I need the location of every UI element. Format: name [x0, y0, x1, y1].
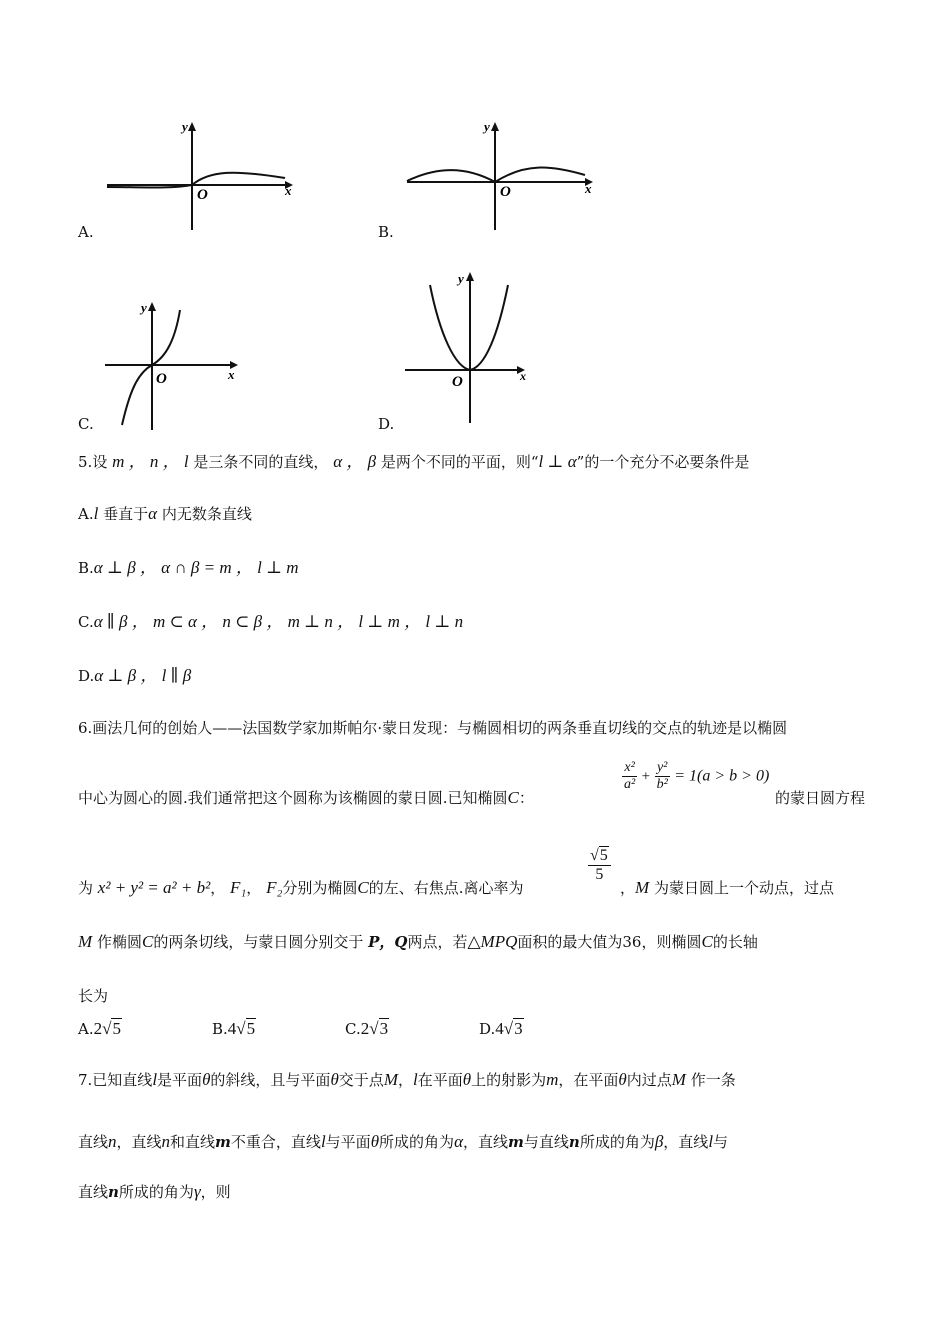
q6-line5: 长为 — [78, 987, 109, 1005]
q7-l1-h: ，在平面 — [558, 1071, 619, 1089]
q7-l3-gamma: γ — [193, 1182, 201, 1201]
q5-stem-mid: 是三条不同的直线， — [193, 453, 329, 471]
q6-line4-c2: C — [701, 932, 713, 951]
q6-option-b-label: B. — [212, 1020, 228, 1038]
q6-line3-sep: ， — [210, 879, 226, 897]
q7-l1-j: 作一条 — [690, 1071, 736, 1089]
q6-line3-f2: F₂ — [266, 878, 283, 897]
q7-l1-f: 在平面 — [417, 1071, 463, 1089]
q6-option-a-label: A. — [78, 1020, 94, 1038]
q6-eq-y: y² — [655, 760, 670, 777]
q7-l2-l2: l — [708, 1132, 714, 1151]
q6-ecc-den: 5 — [595, 866, 604, 883]
q6-eq-b: b² — [656, 777, 668, 792]
q6-line4-text2: 的两条切线，与蒙日圆分别交于 — [153, 933, 364, 951]
graph-c — [100, 295, 260, 435]
q5-planes: α ， β — [333, 452, 377, 471]
q7-l2-g: ，直线 — [463, 1133, 509, 1151]
q7-line2 — [78, 1132, 728, 1152]
q7-l1-m2: M — [671, 1070, 686, 1089]
q7-l2-l: l — [320, 1132, 326, 1151]
q6-option-c-coef: 2 — [360, 1019, 370, 1038]
q7-l2-alpha: α — [454, 1132, 463, 1151]
q6-line3-text4: 为蒙日圆上一个动点，过点 — [653, 879, 834, 897]
q5-option-a-var2: α — [148, 504, 158, 523]
q6-line3-text3: ， — [620, 879, 636, 897]
q7-l1-e: ， — [397, 1071, 413, 1089]
q7-l1-d: 交于点 — [338, 1071, 384, 1089]
q6-line3-eq: x² + y² = a² + b² — [97, 878, 211, 897]
q6-line4-text3: 两点，若 — [407, 933, 468, 951]
q6-option-d[interactable] — [479, 1018, 524, 1039]
q5-stem — [78, 452, 749, 472]
q6-eq-plus: + — [641, 768, 651, 785]
q7-l2-n: n — [108, 1132, 117, 1151]
q5-option-b[interactable] — [78, 558, 299, 578]
q5-option-c-label: C. — [78, 613, 94, 631]
q7-line1 — [78, 1070, 736, 1090]
q5-vars: m ， n ， l — [112, 452, 189, 471]
q7-l2-i: 所成的角为 — [579, 1133, 655, 1151]
q7-l2-n2: n — [161, 1132, 171, 1151]
q6-option-d-sqrt-icon: √ — [503, 1019, 514, 1038]
q7-l2-h: 与直线 — [523, 1133, 569, 1151]
graph-b-y-label: y — [484, 119, 490, 134]
graph-d-y-label: y — [458, 271, 464, 286]
graph-a-x-label: x — [285, 183, 292, 198]
q6-line3-pre: 为 — [78, 879, 94, 897]
q5-stem-prefix: 设 — [92, 453, 108, 471]
q7-l1-c: 的斜线，且与平面 — [210, 1071, 331, 1089]
q6-line2-text — [78, 788, 534, 808]
q5-option-d[interactable] — [78, 666, 191, 686]
graph-d-label: D. — [378, 415, 395, 433]
graph-d-x-label: x — [520, 369, 526, 383]
q6-ecc — [588, 846, 611, 884]
graph-a-origin: O — [197, 187, 208, 203]
q7-l3-n: n — [108, 1183, 119, 1201]
q5-option-a-label: A. — [78, 505, 94, 523]
q7-l3-a: 直线 — [78, 1183, 109, 1201]
q6-line3 — [78, 878, 524, 898]
q5-option-b-expr: α ⊥ β ， α ∩ β = m ， l ⊥ m — [93, 558, 299, 577]
graph-d-y-arrow — [466, 272, 474, 281]
q6-line4 — [78, 932, 758, 952]
q6-eq-rhs: = 1(a > b > 0) — [674, 767, 770, 785]
q6-line4-pq: P，Q — [368, 933, 408, 951]
q7-l1-theta4: θ — [618, 1070, 627, 1089]
q5-option-a-text1: 垂直于 — [103, 505, 149, 523]
q6-line3-c: C — [357, 878, 369, 897]
q7-l1-theta3: θ — [462, 1070, 472, 1089]
q6-line4-m: M — [78, 932, 93, 951]
q6-ellipse-equation — [622, 760, 769, 793]
q7-l3-b: 所成的角为 — [118, 1183, 194, 1201]
q7-l1-g: 上的射影为 — [471, 1071, 547, 1089]
q6-option-a-coef: 2 — [93, 1019, 103, 1038]
graph-c-origin: O — [156, 371, 167, 387]
q6-line3-f1: F₁ — [230, 878, 247, 897]
q6-option-d-coef: 4 — [495, 1019, 504, 1038]
q6-option-c-label: C. — [345, 1020, 361, 1038]
graph-d-origin: O — [452, 374, 463, 390]
q7-l2-d: 不重合，直线 — [230, 1133, 321, 1151]
q6-option-d-label: D. — [479, 1020, 496, 1038]
graph-b — [400, 115, 600, 235]
q7-l2-j: ，直线 — [663, 1133, 709, 1151]
q6-eq-frac-y — [655, 760, 670, 793]
q5-option-d-expr: α ⊥ β ， l ∥ β — [94, 666, 192, 685]
q7-l2-e: 与平面 — [325, 1133, 371, 1151]
q5-option-d-label: D. — [78, 667, 95, 685]
q5-option-a-text2: 内无数条直线 — [161, 505, 252, 523]
graph-c-x-label: x — [228, 367, 235, 382]
q7-l1-a: 7.已知直线 — [78, 1071, 153, 1089]
graph-c-y-label: y — [141, 300, 147, 315]
q7-l2-m2: m — [508, 1133, 524, 1151]
q6-option-a-sqrt-icon: √ — [102, 1019, 112, 1038]
q5-stem-mid2: 是两个不同的平面，则“ — [380, 453, 539, 471]
q5-option-a[interactable] — [78, 504, 252, 524]
q6-line2-colon: ： — [518, 789, 534, 807]
q6-line4-text5: 的长轴 — [712, 933, 758, 951]
q6-eq-a: a² — [624, 777, 636, 792]
q6-line3-m: M — [635, 878, 650, 897]
graph-a-y-arrow — [188, 122, 196, 131]
q5-option-c-expr: α ∥ β ， m ⊂ α ， n ⊂ β ， m ⊥ n ， l ⊥ m ， l ⊥ n — [93, 612, 464, 631]
q7-l1-l: l — [152, 1070, 158, 1089]
q6-line3-text1: 分别为椭圆 — [282, 879, 358, 897]
q6-line3-text2: 的左、右焦点.离心率为 — [368, 879, 524, 897]
q7-l3-c: ，则 — [200, 1183, 231, 1201]
q6-ecc-num-wrap: √5 — [588, 846, 611, 866]
q7-l2-f: 所成的角为 — [379, 1133, 455, 1151]
q6-option-c[interactable] — [345, 1018, 389, 1039]
q6-line2-end: 的蒙日圆方程 — [775, 789, 866, 807]
q7-l2-n3: n — [568, 1133, 580, 1151]
q6-line4-text1: 作椭圆 — [96, 933, 142, 951]
q7-l1-theta: θ — [202, 1070, 211, 1089]
q5-stem-end: ”的一个充分不必要条件是 — [576, 453, 750, 471]
q6-option-d-rad: 3 — [514, 1019, 523, 1038]
q7-l2-theta: θ — [370, 1132, 380, 1151]
q6-option-b[interactable] — [212, 1018, 256, 1039]
q7-l1-l2: l — [413, 1070, 418, 1089]
graph-d — [400, 265, 540, 425]
q7-l1-m: M — [383, 1070, 398, 1089]
q6-option-b-coef: 4 — [227, 1019, 237, 1038]
q6-line4-c: C — [141, 932, 154, 951]
q6-ecc-num: 5 — [599, 847, 608, 864]
q7-l1-theta2: θ — [330, 1070, 339, 1089]
graph-c-label: C. — [78, 415, 94, 433]
q6-line4-text4: 面积的最大值为36，则椭圆 — [517, 933, 702, 951]
q6-line1: 6.画法几何的创始人——法国数学家加斯帕尔·蒙日发现：与椭圆相切的两条垂直切线的交点的轨迹是以椭圆 — [78, 719, 788, 737]
q6-line3-comma: ， — [246, 879, 262, 897]
q7-l1-b: 是平面 — [157, 1071, 203, 1089]
q7-l1-i: 内过点 — [626, 1071, 672, 1089]
q6-option-c-rad: 3 — [379, 1019, 389, 1038]
q6-line2-text-main: 中心为圆心的圆.我们通常把这个圆称为该椭圆的蒙日圆.已知椭圆 — [78, 789, 508, 807]
q7-l2-c: 和直线 — [170, 1133, 216, 1151]
graph-a — [100, 115, 300, 235]
q6-ecc-frac — [588, 846, 611, 884]
q6-option-b-sqrt-icon: √ — [236, 1019, 246, 1038]
q7-l1-mm: m — [546, 1070, 559, 1089]
q7-l2-a: 直线 — [78, 1133, 109, 1151]
q5-number: 5. — [78, 453, 93, 471]
q6-option-a[interactable] — [78, 1018, 122, 1039]
graph-b-label: B. — [378, 223, 394, 241]
q6-option-b-rad: 5 — [246, 1019, 256, 1038]
graph-a-y-label: y — [182, 119, 188, 134]
q6-option-c-sqrt-icon: √ — [369, 1019, 379, 1038]
graph-b-y-arrow — [491, 122, 499, 131]
q5-option-c[interactable] — [78, 612, 463, 632]
graph-b-x-label: x — [585, 181, 592, 196]
q7-l2-b: ，直线 — [116, 1133, 162, 1151]
q5-target: l ⊥ α — [538, 452, 577, 471]
q5-option-a-var: l — [93, 504, 99, 523]
q5-option-b-label: B. — [78, 559, 94, 577]
q6-line3-tail — [620, 878, 834, 898]
q7-l2-beta: β — [654, 1132, 664, 1151]
q6-line2-c: C — [507, 788, 519, 807]
graph-c-y-arrow — [148, 302, 156, 311]
q6-option-a-rad: 5 — [112, 1019, 121, 1038]
q6-eq-frac-x — [622, 760, 637, 793]
q7-l2-m: m — [215, 1133, 231, 1151]
q6-line4-tri: △MPQ — [467, 932, 518, 951]
graph-b-origin: O — [500, 184, 511, 200]
q7-l2-k: 与 — [713, 1133, 729, 1151]
graph-a-label: A. — [78, 223, 94, 241]
q7-line3 — [78, 1182, 231, 1202]
q6-eq-x: x² — [622, 760, 637, 777]
